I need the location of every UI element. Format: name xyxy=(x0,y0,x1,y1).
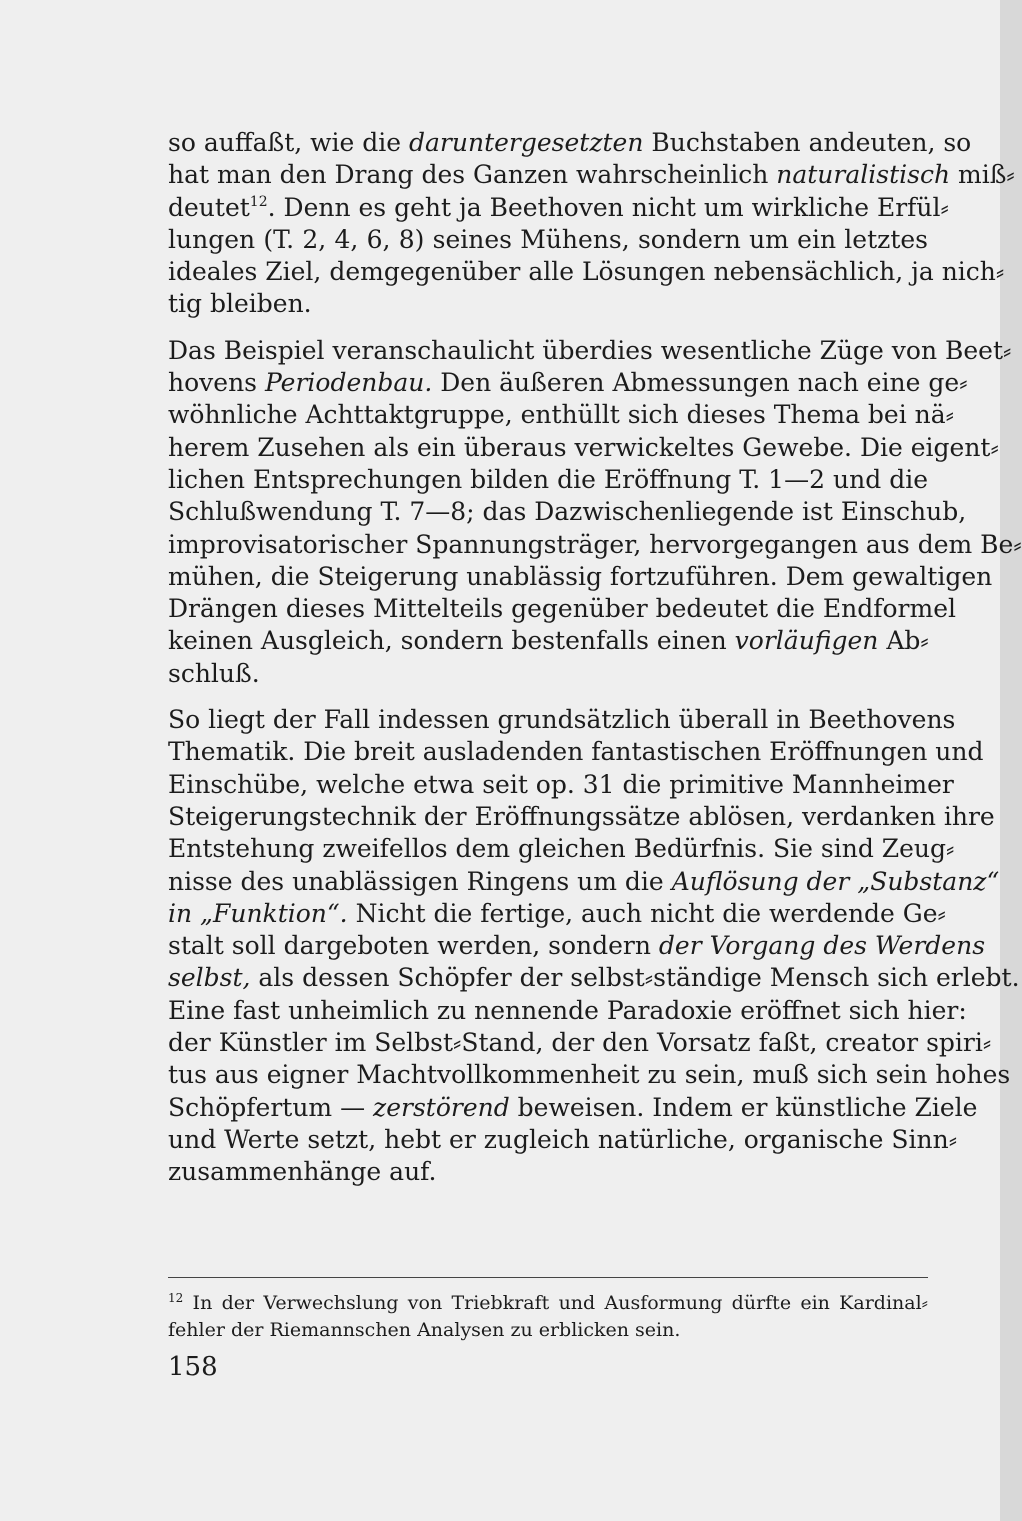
text-line xyxy=(168,1317,928,1344)
text-line xyxy=(168,866,1000,898)
text-run: hovens xyxy=(168,368,265,398)
text-line xyxy=(168,464,928,496)
italic-text: in „Funktion“. xyxy=(168,898,348,928)
text-line xyxy=(168,962,1020,994)
text-line xyxy=(168,1156,928,1188)
text-run: In der Verwechslung von Triebkraft und Ausformung dürfte ein Kardinal⸗ xyxy=(183,1292,928,1314)
text-line xyxy=(168,1092,978,1124)
text-line xyxy=(168,256,1005,288)
text-line xyxy=(168,288,928,320)
text-line xyxy=(168,224,928,256)
text-run: schluß. xyxy=(168,658,260,688)
italic-text: der Vorgang des Werdens xyxy=(658,931,986,961)
italic-text: zerstörend xyxy=(373,1092,510,1122)
text-run: hat man den Drang des Ganzen wahrscheinlich xyxy=(168,160,777,190)
page-number: 158 xyxy=(168,1352,218,1382)
text-run: deutet xyxy=(168,192,250,222)
text-run: Schlußwendung T. 7—8; das Dazwischenliegende ist Einschub, xyxy=(168,497,967,527)
text-run: . Denn es geht ja Beethoven nicht um wirkliche Erfül⸗ xyxy=(267,192,949,222)
text-run: der Künstler im Selbst⸗Stand, der den Vorsatz faßt, creator spiri⸗ xyxy=(168,1028,992,1058)
italic-text: vorläufigen xyxy=(734,626,879,656)
text-run: lungen (T. 2, 4, 6, 8) seines Mühens, sondern um ein letztes xyxy=(168,224,928,254)
italic-text: daruntergesetzten xyxy=(409,128,644,157)
text-line xyxy=(168,833,955,865)
footnote-mark: 12 xyxy=(168,1291,184,1305)
text-run: keinen Ausgleich, sondern bestenfalls einen xyxy=(168,626,735,656)
text-run: Drängen dieses Mittelteils gegenüber bedeutet die Endformel xyxy=(168,594,957,624)
text-run: So liegt der Fall indessen grundsätzlich überall in Beethovens xyxy=(168,705,956,735)
text-line xyxy=(168,801,995,833)
text-line xyxy=(168,192,949,224)
body-text xyxy=(168,127,1022,1203)
text-line xyxy=(168,1027,992,1059)
text-line xyxy=(168,898,946,930)
text-line xyxy=(168,704,956,736)
text-run: nisse des unablässigen Ringens um die xyxy=(168,866,672,896)
text-run: improvisatorischer Spannungsträger, hervorgegangen aus dem Be⸗ xyxy=(168,529,1022,559)
paragraph xyxy=(168,335,1022,690)
text-line xyxy=(168,736,984,768)
text-line xyxy=(168,335,1012,367)
italic-text: naturalistisch xyxy=(776,160,951,190)
text-line xyxy=(168,658,928,690)
text-line xyxy=(168,432,999,464)
text-run: Eine fast unheimlich zu nennende Paradoxie eröffnet sich hier: xyxy=(168,995,967,1025)
text-run: ideales Ziel, demgegenüber alle Lösungen nebensächlich, ja nich⸗ xyxy=(168,257,1005,287)
text-run: herem Zusehen als ein überaus verwickeltes Gewebe. Die eigent⸗ xyxy=(168,432,999,462)
text-line xyxy=(168,1124,958,1156)
text-run: Steigerungstechnik der Eröffnungssätze ablösen, verdanken ihre xyxy=(168,801,995,831)
text-line xyxy=(168,529,1022,561)
text-line xyxy=(168,496,967,528)
text-run: als dessen Schöpfer der selbst⸗ständige Mensch sich erlebt. xyxy=(250,963,1020,993)
text-line xyxy=(168,930,986,962)
text-run: Ab⸗ xyxy=(878,626,929,656)
text-run: tig bleiben. xyxy=(168,289,312,319)
text-line xyxy=(168,625,928,657)
paragraph xyxy=(168,704,1020,1188)
paragraph xyxy=(168,127,1015,321)
text-run: stalt soll dargeboten werden, sondern xyxy=(168,931,659,961)
text-run: Entstehung zweifellos dem gleichen Bedürfnis. Sie sind Zeug⸗ xyxy=(168,834,955,864)
text-run: Den äußeren Abmessungen nach eine ge⸗ xyxy=(432,368,968,398)
italic-text: selbst, xyxy=(168,963,251,993)
text-line xyxy=(168,1290,928,1317)
text-run: miß⸗ xyxy=(950,160,1015,190)
text-line xyxy=(168,769,954,801)
text-line xyxy=(168,159,1015,191)
text-line xyxy=(168,127,972,159)
text-line xyxy=(168,399,954,431)
text-run: fehler der Riemannschen Analysen zu erblicken sein. xyxy=(168,1319,681,1341)
text-run: Nicht die fertige, auch nicht die werdende Ge⸗ xyxy=(347,898,946,928)
text-line xyxy=(168,367,968,399)
text-run: zusammenhänge auf. xyxy=(168,1157,437,1187)
text-line xyxy=(168,995,967,1027)
text-run: mühen, die Steigerung unablässig fortzuführen. Dem gewaltigen xyxy=(168,561,993,591)
text-run: tus aus eigner Machtvollkommenheit zu sein, muß sich sein hohes xyxy=(168,1060,1011,1090)
text-run: Buchstaben andeuten, so xyxy=(643,128,972,157)
italic-text: Auflösung der „Substanz“ xyxy=(671,866,1000,896)
text-run: Einschübe, welche etwa seit op. 31 die primitive Mannheimer xyxy=(168,769,954,799)
text-run: Schöpfertum — xyxy=(168,1092,374,1122)
text-run: und Werte setzt, hebt er zugleich natürliche, organische Sinn⸗ xyxy=(168,1124,958,1154)
text-line xyxy=(168,1059,1011,1091)
text-run: beweisen. Indem er künstliche Ziele xyxy=(509,1092,978,1122)
text-run: wöhnliche Achttaktgruppe, enthüllt sich dieses Thema bei nä⸗ xyxy=(168,400,954,430)
text-run: Das Beispiel veranschaulicht überdies wesentliche Züge von Beet⸗ xyxy=(168,335,1012,365)
footnote-divider xyxy=(168,1277,928,1278)
text-run: Thematik. Die breit ausladenden fantastischen Eröffnungen und xyxy=(168,737,984,767)
footnote-mark: 12 xyxy=(249,193,268,210)
italic-text: Periodenbau. xyxy=(264,368,433,398)
text-run: so auffaßt, wie die xyxy=(168,128,410,157)
text-run: lichen Entsprechungen bilden die Eröffnung T. 1—2 und die xyxy=(168,464,928,494)
text-line xyxy=(168,561,993,593)
footnote xyxy=(168,1290,928,1344)
text-line xyxy=(168,593,957,625)
